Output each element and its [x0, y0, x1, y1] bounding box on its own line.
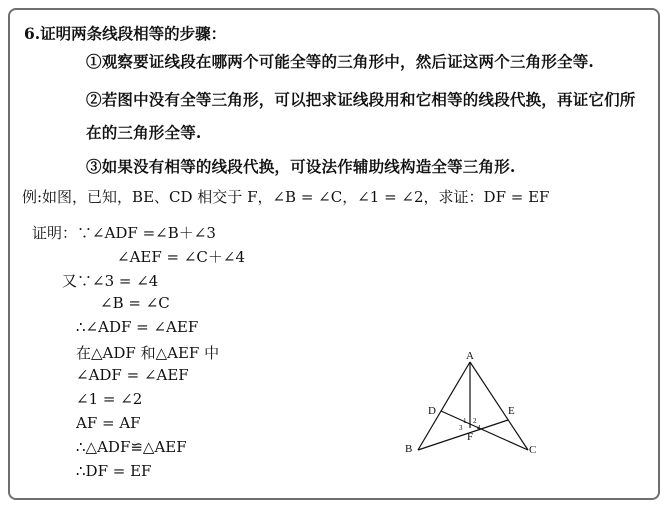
step-2-continued: 在的三角形全等.: [86, 123, 202, 142]
proof-line-3: 又∵∠3 = ∠4: [62, 272, 159, 290]
proof-line-6: 在△ADF 和△AEF 中: [76, 344, 220, 362]
proof-line-10: ∴△ADF≌△AEF: [76, 438, 187, 456]
example-statement: 例:如图，已知，BE、CD 相交于 F，∠B = ∠C，∠1 = ∠2，求证：DF = EF: [22, 188, 550, 206]
angle-2-label: 2: [473, 417, 477, 425]
angle-3-label: 3: [459, 424, 463, 432]
proof-line-1: 证明：∵∠ADF =∠B＋∠3: [32, 224, 216, 242]
segment-ab: [418, 362, 470, 450]
proof-line-4: ∠B = ∠C: [100, 294, 170, 312]
proof-line-7: ∠ADF = ∠AEF: [76, 366, 189, 384]
label-d: D: [428, 405, 436, 417]
label-c: C: [529, 444, 537, 456]
proof-line-11: ∴DF = EF: [76, 462, 152, 480]
label-e: E: [508, 405, 515, 417]
proof-line-8: ∠1 = ∠2: [76, 390, 143, 408]
angle-1-label: 1: [463, 417, 467, 425]
proof-line-5: ∴∠ADF = ∠AEF: [76, 318, 199, 336]
section-heading: 6.证明两条线段相等的步骤：: [24, 24, 227, 43]
step-1: ①观察要证线段在哪两个可能全等的三角形中，然后证这两个三角形全等.: [86, 52, 594, 71]
step-3: ③如果没有相等的线段代换，可设法作辅助线构造全等三角形.: [86, 157, 516, 176]
label-f: F: [467, 431, 474, 443]
angle-4-label: 4: [477, 424, 481, 432]
label-a: A: [466, 350, 474, 362]
step-2: ②若图中没有全等三角形，可以把求证线段用和它相等的线段代换，再证它们所: [86, 90, 636, 109]
label-b: B: [405, 443, 413, 455]
proof-line-9: AF = AF: [76, 414, 141, 432]
proof-line-2: ∠AEF = ∠C＋∠4: [117, 248, 246, 266]
